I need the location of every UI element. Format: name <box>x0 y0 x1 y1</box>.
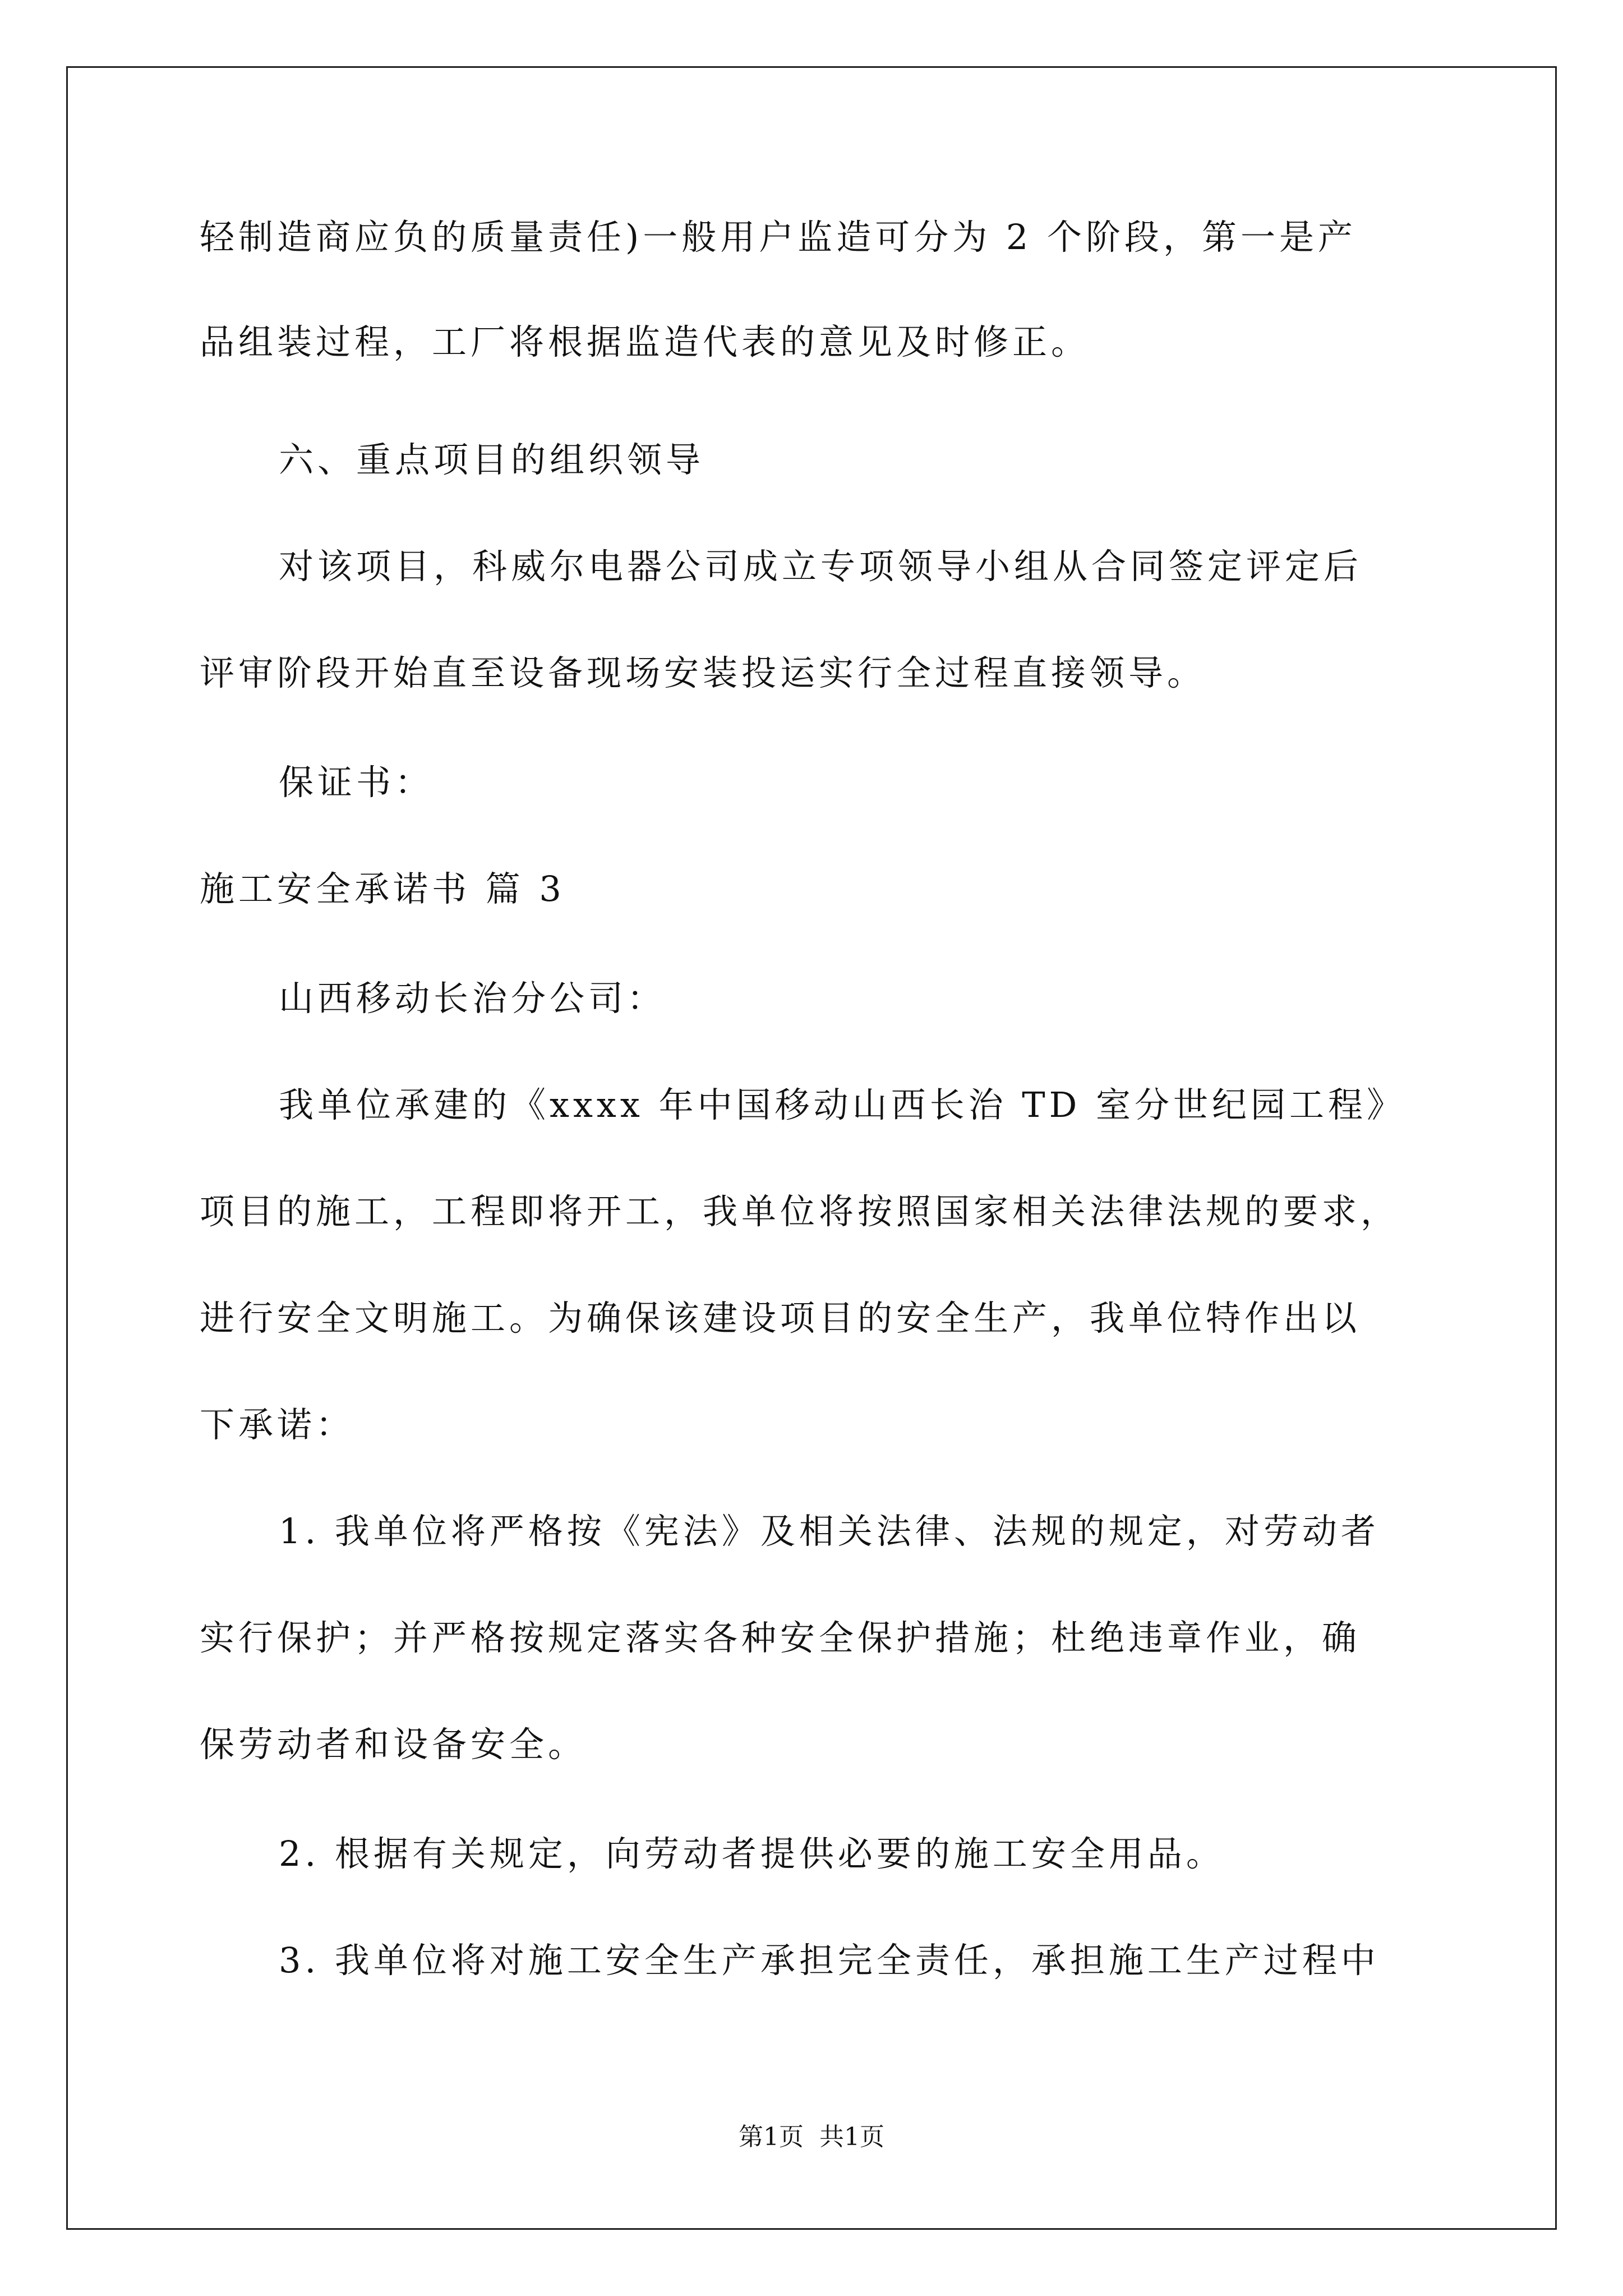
body-line: 评审阶段开始直至设备现场安装投运实行全过程直接领导。 <box>200 652 1206 693</box>
page-border <box>66 66 1557 2230</box>
list-item-line: 1. 我单位将严格按《宪法》及相关法律、法规的规定，对劳动者 <box>279 1511 1380 1552</box>
addressee-line: 山西移动长治分公司： <box>279 978 666 1019</box>
body-line: 品组装过程，工厂将根据监造代表的意见及时修正。 <box>200 321 1090 362</box>
body-line: 进行安全文明施工。为确保该建设项目的安全生产，我单位特作出以 <box>200 1297 1361 1338</box>
body-line: 实行保护；并严格按规定落实各种安全保护措施；杜绝违章作业，确 <box>200 1617 1361 1658</box>
list-item-line: 3. 我单位将对施工安全生产承担完全责任，承担施工生产过程中 <box>279 1940 1380 1981</box>
body-line: 我单位承建的《xxxx 年中国移动山西长治 TD 室分世纪园工程》 <box>279 1084 1406 1125</box>
page-number-total: 共1页 <box>819 2123 884 2151</box>
page-number-current: 第1页 <box>739 2123 804 2151</box>
body-line: 项目的施工，工程即将开工，我单位将按照国家相关法律法规的要求， <box>200 1191 1400 1232</box>
body-line: 保劳动者和设备安全。 <box>200 1724 587 1765</box>
body-line: 轻制造商应负的质量责任)一般用户监造可分为 2 个阶段，第一是产 <box>200 217 1357 257</box>
body-line: 保证书： <box>279 762 434 803</box>
section-heading: 六、重点项目的组织领导 <box>279 439 705 480</box>
page-footer <box>0 2122 1623 2153</box>
body-line: 对该项目，科威尔电器公司成立专项领导小组从合同签定评定后 <box>279 546 1363 587</box>
list-item-line: 2. 根据有关规定，向劳动者提供必要的施工安全用品。 <box>279 1833 1225 1874</box>
document-heading: 施工安全承诺书 篇 3 <box>200 868 565 909</box>
body-line: 下承诺： <box>200 1404 355 1445</box>
